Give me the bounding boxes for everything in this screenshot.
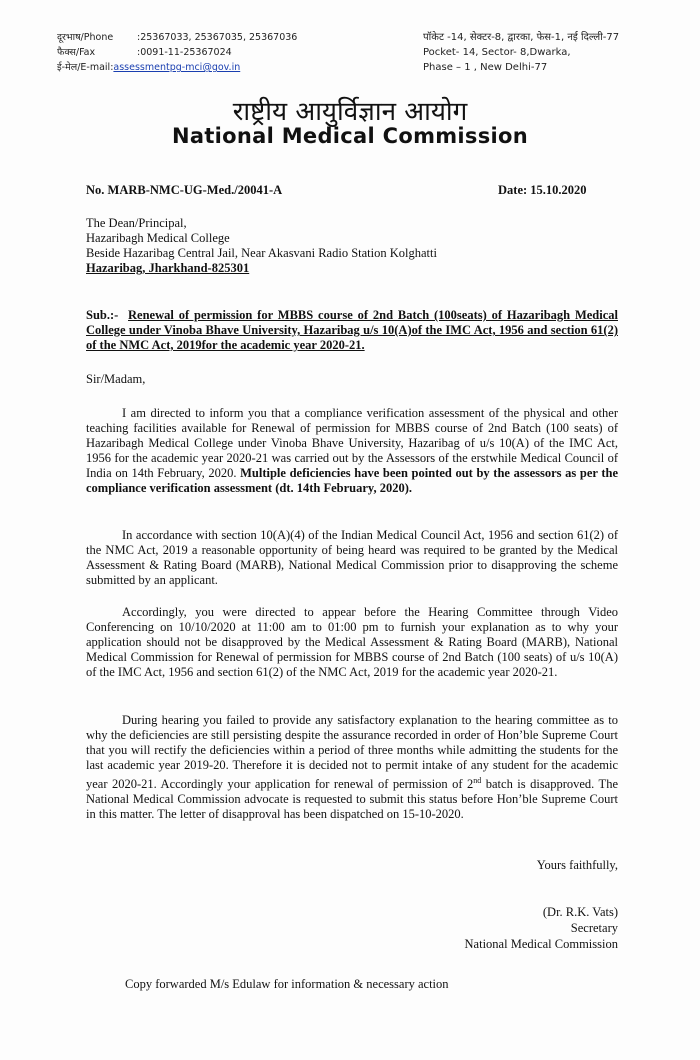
recipient-line-4: Hazaribag, Jharkhand-825301 <box>86 261 250 275</box>
reference-number: No. MARB-NMC-UG-Med./20041-A <box>86 183 283 197</box>
address-line-2: Phase – 1 , New Delhi-77 <box>423 62 548 73</box>
signatory-designation: Secretary <box>570 921 618 935</box>
paragraph-1 <box>86 406 618 496</box>
subject-text: Renewal of permission for MBBS course of 2nd Batch (100seats) of Hazaribagh Medical College under Vinoba Bhave University, Hazaribag u/s 10(A)of the IMC Act, 1956 and section 61(2) of the NMC Act, 2019for the academic year 2020-21. <box>86 308 618 352</box>
address-line-1: Pocket- 14, Sector- 8,Dwarka, <box>423 47 571 58</box>
paragraph-1-text: I am directed to inform you that a compliance verification assessment of the physical and other teaching facilities available for Renewal of permission for MBBS course of 2nd Batch (100 seats) of Hazaribagh Medical College under Vinoba Bhave University, Hazaribag of u/s 10(A) of the IMC Act, 1956 for the academic year 2020-21 was carried out by the Assessors of the erstwhile Medical Council of India on 14th February, 2020. <box>86 406 618 480</box>
letter-date: Date: 15.10.2020 <box>498 183 587 197</box>
recipient-line-2: Hazaribagh Medical College <box>86 231 230 245</box>
address-hindi: पॉकेट -14, सेक्टर-8, द्वारका, फेस-1, नई दिल्ली-77 <box>423 32 620 43</box>
phone-label: दूरभाष/Phone <box>57 32 114 43</box>
signoff: Yours faithfully, <box>536 858 618 872</box>
salutation: Sir/Madam, <box>86 372 146 386</box>
fax-label: फैक्स/Fax <box>57 47 96 58</box>
copy-forwarded-note: Copy forwarded M/s Edulaw for information & necessary action <box>125 977 449 991</box>
paragraph-4 <box>86 713 618 822</box>
address-block-header <box>423 30 619 75</box>
signatory-name: (Dr. R.K. Vats) <box>542 905 618 919</box>
email-label: ई-मेल/E-mail: <box>57 62 114 73</box>
signatory-organisation: National Medical Commission <box>464 937 618 951</box>
contact-block <box>57 30 297 75</box>
paragraph-1-bold: Multiple deficiencies have been pointed out by the assessors as per the compliance verification assessment (dt. 14th February, 2020). <box>86 466 619 495</box>
paragraph-3 <box>86 605 618 680</box>
paragraph-4-text-end: batch is disapproved. The National Medical Commission advocate is requested to submit this status before Hon’ble Supreme Court in this matter. The letter of disapproval has been dispatched on 15-10-2020. <box>86 777 618 822</box>
paragraph-4-text: During hearing you failed to provide any satisfactory explanation to the hearing committee as to why the deficiencies are still persisting despite the assurance recorded in order of Hon’ble Supreme Court that you will rectify the deficiencies within a period of three months while admitting the students for the last academic year 2019-20. Therefore it is decided not to permit intake of any student for the academic year 2020-21. Accordingly your application for renewal of permission of 2 <box>86 713 618 792</box>
title-hindi: राष्ट्रीय आयुर्विज्ञान आयोग <box>232 97 468 127</box>
recipient-address <box>86 216 626 276</box>
recipient-line-1: The Dean/Principal, <box>86 216 187 230</box>
paragraph-2-text: In accordance with section 10(A)(4) of the Indian Medical Council Act, 1956 and section 61(2) of the NMC Act, 2019 a reasonable opportunity of being heard was required to be granted by the Medical Assessment & Rating Board (MARB), National Medical Commission prior to disapproving the scheme submitted by an applicant. <box>86 528 618 587</box>
signature-block <box>400 904 618 952</box>
fax-number: :0091-11-25367024 <box>137 47 232 58</box>
phone-numbers: :25367033, 25367035, 25367036 <box>137 32 298 43</box>
recipient-line-3: Beside Hazaribag Central Jail, Near Akasvani Radio Station Kolghatti <box>86 246 437 260</box>
title-english: National Medical Commission <box>171 124 528 148</box>
subject <box>86 308 618 353</box>
paragraph-4-superscript: nd <box>473 776 482 785</box>
subject-label: Sub.:- <box>86 308 119 322</box>
paragraph-3-text: Accordingly, you were directed to appear before the Hearing Committee through Video Conferencing on 10/10/2020 at 11:00 am to 01:00 pm to furnish your explanation as to why your application should not be disapproved by the Medical Assessment & Rating Board (MARB), National Medical Commission for Renewal of permission for MBBS course of 2nd Batch (100 seats) of u/s 10(A) of the IMC Act, 1956 and section 61(2) of the NMC Act, 2019 for the academic year 2020-21. <box>86 605 618 679</box>
paragraph-2 <box>86 528 618 588</box>
email-link[interactable]: assessmentpg-mci@gov.in <box>113 62 241 73</box>
